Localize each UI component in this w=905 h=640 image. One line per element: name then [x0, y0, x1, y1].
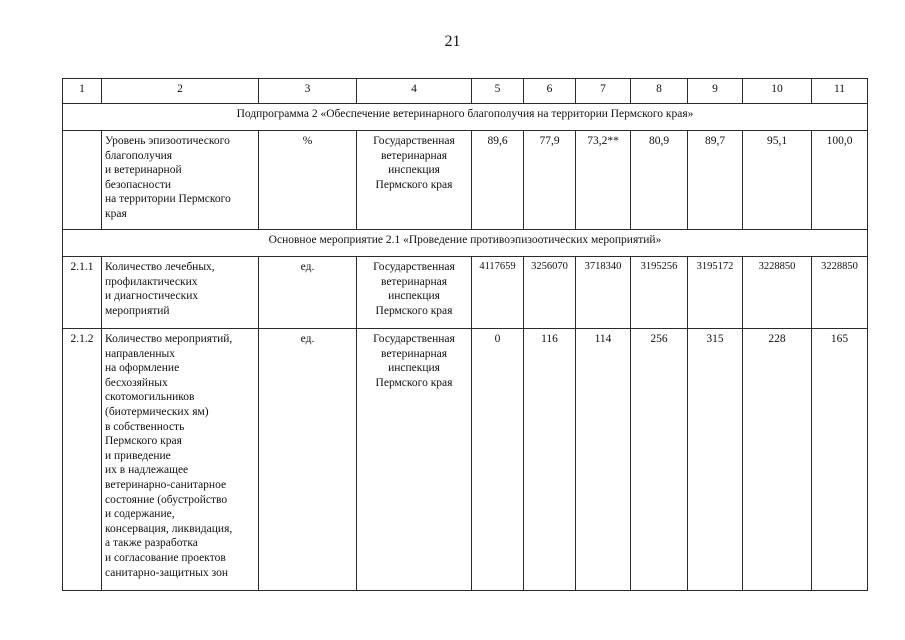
value-cell: 89,6: [472, 131, 524, 230]
header-cell: 3: [259, 79, 357, 104]
main-event-title: Основное мероприятие 2.1 «Проведение противоэпизоотических мероприятий»: [63, 230, 868, 257]
value-cell: 80,9: [631, 131, 688, 230]
value-cell: 315: [688, 329, 743, 591]
value-cell: 3718340: [576, 257, 631, 329]
row-unit: ед.: [259, 329, 357, 591]
row-name: Количество лечебных, профилактических и диагностических мероприятий: [102, 257, 259, 329]
value-cell: 3228850: [743, 257, 812, 329]
subprogram-row: [63, 104, 868, 131]
row-unit: ед.: [259, 257, 357, 329]
value-cell: 256: [631, 329, 688, 591]
row-name: Количество мероприятий, направленных на оформление бесхозяйных скотомогильников (биотермических ям) в собственность Пермского края и приведение их в надлежащее ветеринарно-санитарное состояние (обустройство и содержание, консервация, ликвидация, а также разработка и согласование проектов санитарно-защитных зон: [102, 329, 259, 591]
header-cell: 8: [631, 79, 688, 104]
value-cell: 77,9: [524, 131, 576, 230]
row-code: [63, 131, 102, 230]
value-cell: 3256070: [524, 257, 576, 329]
value-cell: 114: [576, 329, 631, 591]
value-cell: 95,1: [743, 131, 812, 230]
row-name: Уровень эпизоотического благополучия и ветеринарной безопасности на территории Пермского края: [102, 131, 259, 230]
indicators-table: [62, 78, 868, 591]
value-cell: 116: [524, 329, 576, 591]
header-cell: 2: [102, 79, 259, 104]
value-cell: 165: [812, 329, 868, 591]
value-cell: 4117659: [472, 257, 524, 329]
value-cell: 73,2**: [576, 131, 631, 230]
header-cell: 5: [472, 79, 524, 104]
header-cell: 6: [524, 79, 576, 104]
row-executor: Государственная ветеринарная инспекция Пермского края: [357, 131, 472, 230]
subprogram-title: Подпрограмма 2 «Обеспечение ветеринарного благополучия на территории Пермского края»: [63, 104, 868, 131]
header-cell: 7: [576, 79, 631, 104]
row-executor: Государственная ветеринарная инспекция Пермского края: [357, 257, 472, 329]
header-cell: 11: [812, 79, 868, 104]
table-row: [63, 131, 868, 230]
row-code: 2.1.2: [63, 329, 102, 591]
header-cell: 9: [688, 79, 743, 104]
table-row: [63, 257, 868, 329]
value-cell: 89,7: [688, 131, 743, 230]
value-cell: 100,0: [812, 131, 868, 230]
value-cell: 0: [472, 329, 524, 591]
row-executor: Государственная ветеринарная инспекция Пермского края: [357, 329, 472, 591]
header-row: [63, 79, 868, 104]
page-number: 21: [444, 33, 461, 50]
row-code: 2.1.1: [63, 257, 102, 329]
main-event-row: [63, 230, 868, 257]
value-cell: 228: [743, 329, 812, 591]
header-cell: 1: [63, 79, 102, 104]
header-cell: 10: [743, 79, 812, 104]
table-row: [63, 329, 868, 591]
row-unit: %: [259, 131, 357, 230]
value-cell: 3228850: [812, 257, 868, 329]
header-cell: 4: [357, 79, 472, 104]
value-cell: 3195172: [688, 257, 743, 329]
value-cell: 3195256: [631, 257, 688, 329]
